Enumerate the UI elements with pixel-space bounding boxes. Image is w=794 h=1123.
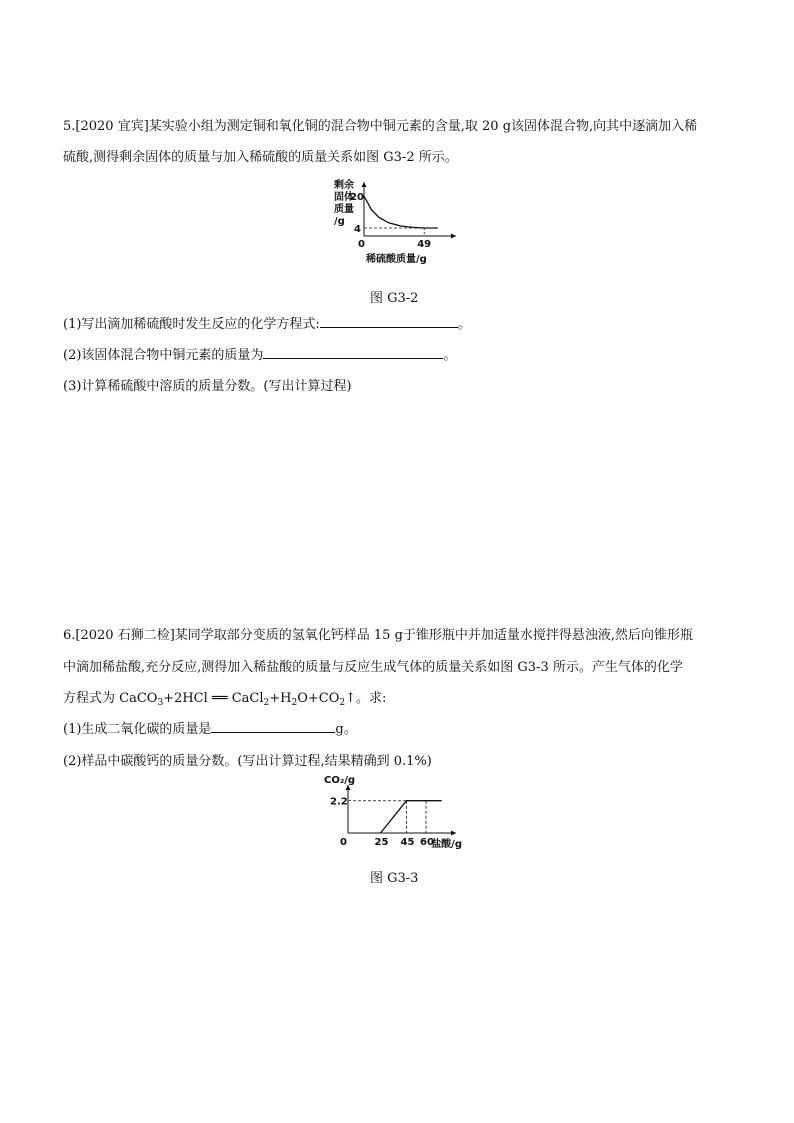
q6-stem-line2: 中滴加稀盐酸,充分反应,测得加入稀盐酸的质量与反应生成气体的质量关系如图 G3-3 所示。产生气体的化学 (63, 660, 683, 675)
eq-subscript: 3 (157, 698, 164, 708)
x-tick-label: 25 (374, 837, 389, 848)
q6-sub1-answer-blank[interactable] (211, 720, 335, 733)
q5-figure-caption: 图 G3-2 (370, 291, 419, 306)
origin-label: 0 (358, 239, 365, 250)
x-axis-arrow (451, 831, 456, 836)
q5-sub2-end: 。 (443, 348, 457, 363)
x-axis-label: 稀硫酸质量/g (366, 254, 427, 265)
y-tick-label: 20 (350, 192, 364, 203)
q5-sub2 (63, 346, 456, 366)
y-axis-label: 固体 (334, 192, 354, 203)
eq-part: +H (269, 691, 292, 706)
q6-stem-line1: 6.[2020 石狮二检]某同学取部分变质的氢氧化钙样品 15 g于锥形瓶中并加适量水搅拌得悬浊液,然后向锥形瓶 (63, 628, 694, 643)
data-line (381, 801, 442, 833)
y-tick-label: 2.2 (330, 796, 348, 808)
eq-subscript: 2 (263, 698, 270, 708)
x-axis-label: 盐酸/g (431, 839, 463, 850)
q5-stem-line1: 5.[2020 宜宾]某实验小组为测定铜和氧化铜的混合物中铜元素的含量,取 20 g该固体混合物,向其中逐滴加入稀 (63, 119, 698, 134)
eq-part: +2HCl ══ CaCl (163, 691, 264, 706)
q6-sub1-text: (1)生成二氧化碳的质量是 (63, 722, 212, 737)
x-tick-label: 49 (417, 239, 432, 250)
y-axis-arrow (362, 182, 367, 187)
x-axis-arrow (451, 234, 456, 239)
q6-figure-caption: 图 G3-3 (370, 871, 419, 886)
q5-sub1 (63, 315, 471, 335)
q5-sub1-text: (1)写出滴加稀硫酸时发生反应的化学方程式: (63, 317, 320, 332)
eq-subscript: 2 (291, 698, 298, 708)
y-axis-label: 质量 (334, 204, 354, 215)
chart-g3-3 (318, 777, 478, 857)
eq-part: 方程式为 CaCO (63, 691, 158, 706)
q6-equation-line (63, 689, 386, 713)
x-tick-label: 60 (420, 837, 434, 848)
q6-sub1-end: g。 (335, 722, 357, 737)
eq-part: ↑。求: (345, 691, 387, 706)
eq-subscript: 2 (339, 698, 346, 708)
q5-stem-line2: 硫酸,测得剩余固体的质量与加入稀硫酸的质量关系如图 G3-2 所示。 (63, 150, 458, 165)
x-tick-label: 45 (400, 837, 415, 848)
y-tick-label: 4 (354, 224, 361, 235)
q5-sub1-answer-blank[interactable] (320, 315, 458, 328)
q6-sub1 (63, 720, 357, 740)
eq-part: O+CO (297, 691, 340, 706)
q5-sub1-end: 。 (457, 317, 471, 332)
q5-sub3: (3)计算稀硫酸中溶质的质量分数。(写出计算过程) (63, 379, 352, 394)
y-axis-label: 剩余 (334, 180, 354, 191)
y-axis-label: CO₂/g (324, 775, 356, 786)
y-axis-label: /g (334, 216, 345, 227)
chart-g3-2 (318, 178, 498, 278)
origin-label: 0 (340, 837, 347, 848)
data-curve (364, 196, 438, 228)
q6-sub2: (2)样品中碳酸钙的质量分数。(写出计算过程,结果精确到 0.1%) (63, 754, 432, 769)
q5-sub2-text: (2)该固体混合物中铜元素的质量为 (63, 348, 264, 363)
q5-sub2-answer-blank[interactable] (263, 346, 443, 359)
